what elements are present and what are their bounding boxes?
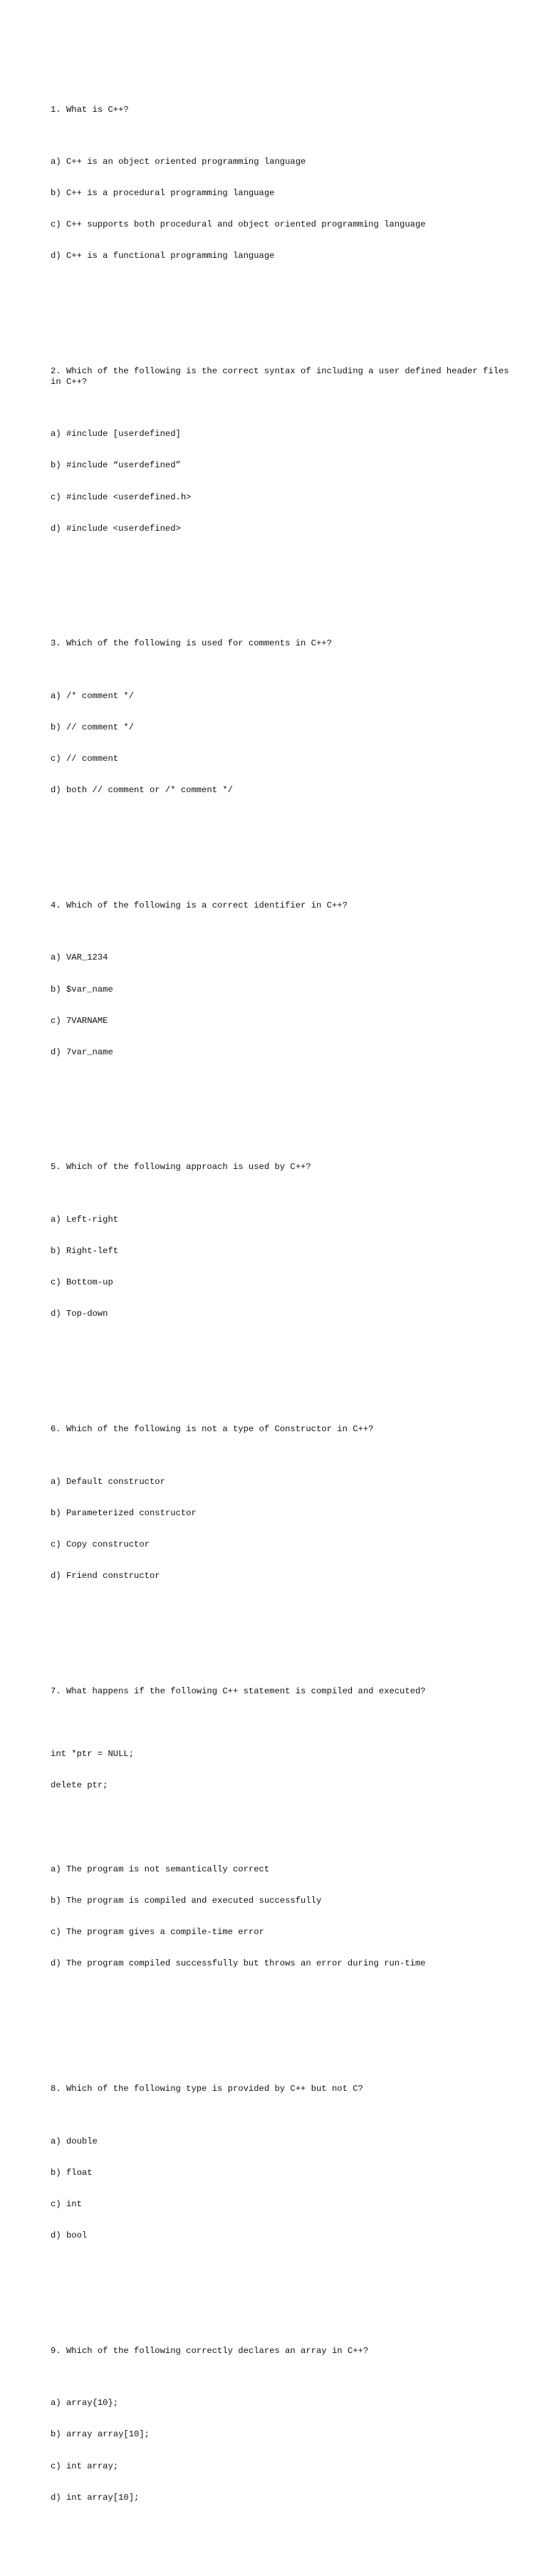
option-c: c) Bottom-up bbox=[51, 1277, 113, 1288]
option-b: b) The program is compiled and executed successfully bbox=[51, 1895, 322, 1906]
option-c: c) Copy constructor bbox=[51, 1539, 150, 1549]
option-a: a) Default constructor bbox=[51, 1476, 165, 1487]
option-a: a) #include [userdefined] bbox=[51, 429, 181, 440]
question-prompt: 8. Which of the following type is provided by C++ but not C? bbox=[51, 2084, 363, 2094]
option-b: b) array array[10]; bbox=[51, 2429, 150, 2440]
option-c: c) 7VARNAME bbox=[51, 1015, 108, 1026]
option-list bbox=[51, 932, 521, 1079]
option-d: d) Friend constructor bbox=[51, 1570, 160, 1581]
option-a: a) double bbox=[51, 2136, 98, 2146]
option-list bbox=[51, 2115, 521, 2262]
code-line: int *ptr = NULL; bbox=[51, 1748, 135, 1759]
option-c: c) int bbox=[51, 2199, 82, 2209]
question-prompt: 1. What is C++? bbox=[51, 104, 129, 115]
option-list bbox=[51, 2377, 521, 2524]
question-6 bbox=[51, 1403, 521, 1624]
option-d: d) 7var_name bbox=[51, 1046, 113, 1057]
question-prompt: 6. Which of the following is not a type of Constructor in C++? bbox=[51, 1424, 374, 1435]
question-prompt: 7. What happens if the following C++ statement is compiled and executed? bbox=[51, 1686, 426, 1696]
option-b: b) float bbox=[51, 2167, 93, 2178]
option-list bbox=[51, 1843, 521, 1990]
option-c: c) // comment bbox=[51, 754, 119, 764]
question-4 bbox=[51, 880, 521, 1100]
question-1 bbox=[51, 83, 521, 303]
option-a: a) The program is not semantically correct bbox=[51, 1864, 270, 1874]
option-a: a) Left-right bbox=[51, 1214, 119, 1225]
question-2 bbox=[51, 346, 521, 576]
option-c: c) #include <userdefined.h> bbox=[51, 492, 192, 502]
option-list bbox=[51, 1455, 521, 1602]
option-d: d) int array[10]; bbox=[51, 2492, 140, 2503]
option-c: c) The program gives a compile-time error bbox=[51, 1926, 264, 1937]
question-prompt: 2. Which of the following is the correct syntax of including a user defined header files in C++? bbox=[51, 366, 514, 387]
question-3 bbox=[51, 618, 521, 838]
option-d: d) bool bbox=[51, 2230, 88, 2241]
code-line: delete ptr; bbox=[51, 1780, 108, 1790]
quiz-content bbox=[51, 52, 521, 2576]
option-c: c) int array; bbox=[51, 2461, 119, 2471]
option-d: d) both // comment or /* comment */ bbox=[51, 785, 233, 796]
option-b: b) Right-left bbox=[51, 1246, 119, 1257]
question-8 bbox=[51, 2063, 521, 2283]
option-b: b) #include “userdefined” bbox=[51, 460, 181, 471]
option-list bbox=[51, 670, 521, 816]
option-a: a) C++ is an object oriented programming language bbox=[51, 157, 306, 167]
option-a: a) array{10}; bbox=[51, 2398, 119, 2409]
option-a: a) VAR_1234 bbox=[51, 952, 108, 963]
option-b: b) $var_name bbox=[51, 984, 113, 994]
question-5 bbox=[51, 1141, 521, 1361]
option-list bbox=[51, 136, 521, 283]
option-b: b) Parameterized constructor bbox=[51, 1507, 197, 1518]
option-list bbox=[51, 1194, 521, 1341]
question-prompt: 9. Which of the following correctly declares an array in C++? bbox=[51, 2345, 369, 2356]
question-7 bbox=[51, 1665, 521, 2010]
question-9 bbox=[51, 2325, 521, 2545]
option-d: d) The program compiled successfully but throws an error during run-time bbox=[51, 1958, 426, 1968]
option-list bbox=[51, 408, 521, 555]
question-prompt: 3. Which of the following is used for comments in C++? bbox=[51, 638, 332, 649]
question-prompt: 5. Which of the following approach is used by C++? bbox=[51, 1162, 311, 1173]
option-d: d) Top-down bbox=[51, 1309, 108, 1319]
option-d: d) C++ is a functional programming language bbox=[51, 251, 275, 261]
option-d: d) #include <userdefined> bbox=[51, 523, 181, 534]
question-prompt: 4. Which of the following is a correct identifier in C++? bbox=[51, 900, 348, 910]
option-b: b) // comment */ bbox=[51, 722, 135, 732]
option-b: b) C++ is a procedural programming language bbox=[51, 188, 275, 199]
option-a: a) /* comment */ bbox=[51, 690, 135, 701]
option-c: c) C++ supports both procedural and object oriented programming language bbox=[51, 219, 426, 230]
code-snippet bbox=[51, 1728, 521, 1812]
